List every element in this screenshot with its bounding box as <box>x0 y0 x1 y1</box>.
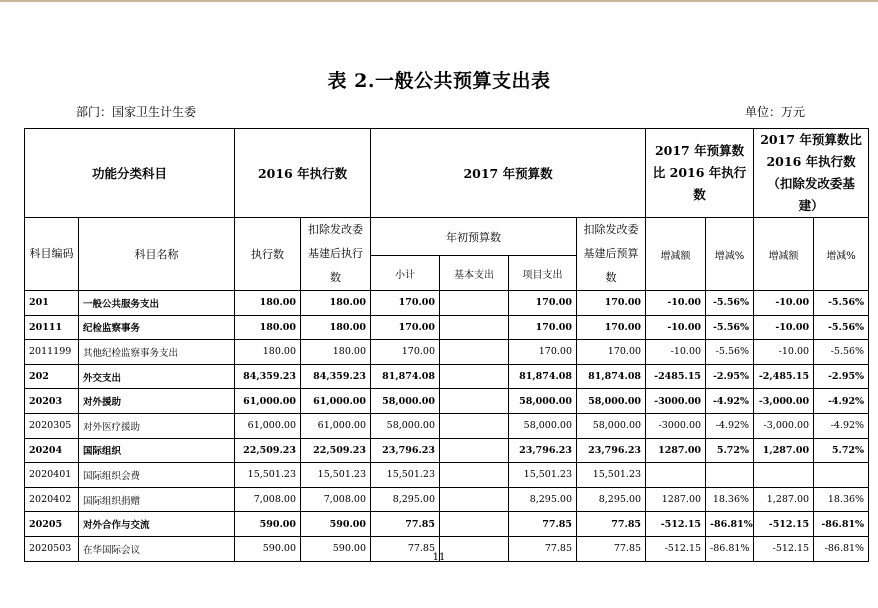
cell-code: 2020503 <box>25 536 79 561</box>
cell-increase-pct: -86.81% <box>706 536 754 561</box>
cell-increase-pct: -4.92% <box>706 389 754 414</box>
cell-increase-pct: -5.56% <box>706 315 754 340</box>
header-compare-adjusted: 2017 年预算数比 2016 年执行数（扣除发改委基建） <box>754 129 869 218</box>
cell-exec: 180.00 <box>235 340 301 365</box>
cell-exec: 180.00 <box>235 291 301 316</box>
cell-increase-2: -512.15 <box>754 512 814 537</box>
cell-exec-adjusted: 590.00 <box>301 536 371 561</box>
cell-subtotal: 23,796.23 <box>371 438 440 463</box>
table-row <box>25 291 869 316</box>
cell-code: 20111 <box>25 315 79 340</box>
header-initial-budget: 年初预算数 <box>371 218 577 256</box>
header-exec: 执行数 <box>235 218 301 291</box>
cell-exec: 84,359.23 <box>235 364 301 389</box>
cell-increase: -10.00 <box>646 291 706 316</box>
cell-code: 20205 <box>25 512 79 537</box>
header-increase: 增减额 <box>646 218 706 291</box>
cell-project: 58,000.00 <box>509 389 577 414</box>
cell-increase-2: 1,287.00 <box>754 438 814 463</box>
cell-exec-adjusted: 180.00 <box>301 291 371 316</box>
cell-project: 23,796.23 <box>509 438 577 463</box>
cell-budget-adjusted: 170.00 <box>577 340 646 365</box>
cell-budget-adjusted: 8,295.00 <box>577 487 646 512</box>
cell-increase-2: -2,485.15 <box>754 364 814 389</box>
cell-increase: -3000.00 <box>646 413 706 438</box>
header-increase-pct-2: 增减% <box>814 218 869 291</box>
cell-name: 外交支出 <box>79 364 235 389</box>
cell-basic <box>440 487 509 512</box>
unit-label: 单位：万元 <box>745 105 806 119</box>
cell-increase-2: -10.00 <box>754 340 814 365</box>
cell-project: 8,295.00 <box>509 487 577 512</box>
cell-budget-adjusted: 81,874.08 <box>577 364 646 389</box>
cell-exec: 590.00 <box>235 512 301 537</box>
cell-increase-pct: 5.72% <box>706 438 754 463</box>
top-rule <box>0 0 878 2</box>
header-subtotal: 小计 <box>371 256 440 291</box>
cell-increase: -512.15 <box>646 536 706 561</box>
cell-increase-pct: -86.81% <box>706 512 754 537</box>
cell-project: 170.00 <box>509 315 577 340</box>
cell-code: 2020401 <box>25 463 79 488</box>
table-row <box>25 512 869 537</box>
cell-budget-adjusted: 15,501.23 <box>577 463 646 488</box>
cell-increase-pct-2: -4.92% <box>814 413 869 438</box>
department-label: 部门：国家卫生计生委 <box>76 105 197 119</box>
cell-increase: 1287.00 <box>646 487 706 512</box>
cell-exec: 15,501.23 <box>235 463 301 488</box>
header-exec-adjusted: 扣除发改委基建后执行数 <box>301 218 371 291</box>
cell-exec: 7,008.00 <box>235 487 301 512</box>
cell-exec-adjusted: 15,501.23 <box>301 463 371 488</box>
header-name: 科目名称 <box>79 218 235 291</box>
cell-name: 对外援助 <box>79 389 235 414</box>
cell-exec-adjusted: 22,509.23 <box>301 438 371 463</box>
cell-code: 202 <box>25 364 79 389</box>
cell-increase-2 <box>754 463 814 488</box>
cell-name: 一般公共服务支出 <box>79 291 235 316</box>
cell-code: 20203 <box>25 389 79 414</box>
cell-increase-2: 1,287.00 <box>754 487 814 512</box>
cell-increase-2: -3,000.00 <box>754 413 814 438</box>
table-row <box>25 487 869 512</box>
cell-project: 170.00 <box>509 340 577 365</box>
cell-increase-pct: -5.56% <box>706 340 754 365</box>
header-increase-2: 增减额 <box>754 218 814 291</box>
cell-increase: 1287.00 <box>646 438 706 463</box>
cell-subtotal: 77.85 <box>371 512 440 537</box>
cell-subtotal: 170.00 <box>371 340 440 365</box>
cell-increase-pct-2: -2.95% <box>814 364 869 389</box>
cell-exec-adjusted: 84,359.23 <box>301 364 371 389</box>
header-budget-adjusted: 扣除发改委基建后预算数 <box>577 218 646 291</box>
page-number: 11 <box>432 552 446 563</box>
cell-subtotal: 77.85 <box>371 536 440 561</box>
cell-basic <box>440 364 509 389</box>
cell-basic <box>440 438 509 463</box>
cell-increase-2: -10.00 <box>754 315 814 340</box>
cell-increase-pct-2: -5.56% <box>814 315 869 340</box>
cell-increase-pct-2: -4.92% <box>814 389 869 414</box>
expenditure-table <box>24 128 869 562</box>
cell-exec: 61,000.00 <box>235 413 301 438</box>
cell-basic <box>440 291 509 316</box>
header-increase-pct: 增减% <box>706 218 754 291</box>
cell-budget-adjusted: 170.00 <box>577 315 646 340</box>
cell-basic <box>440 413 509 438</box>
cell-code: 20204 <box>25 438 79 463</box>
cell-project: 77.85 <box>509 512 577 537</box>
cell-increase-2: -512.15 <box>754 536 814 561</box>
cell-exec-adjusted: 180.00 <box>301 315 371 340</box>
cell-increase-pct-2: -86.81% <box>814 536 869 561</box>
cell-project: 170.00 <box>509 291 577 316</box>
cell-basic <box>440 315 509 340</box>
cell-increase <box>646 463 706 488</box>
cell-budget-adjusted: 170.00 <box>577 291 646 316</box>
cell-name: 对外医疗援助 <box>79 413 235 438</box>
cell-subtotal: 58,000.00 <box>371 413 440 438</box>
cell-increase-pct-2: -5.56% <box>814 340 869 365</box>
cell-subtotal: 170.00 <box>371 315 440 340</box>
cell-exec: 590.00 <box>235 536 301 561</box>
cell-increase-pct <box>706 463 754 488</box>
cell-subtotal: 58,000.00 <box>371 389 440 414</box>
header-budget-2017: 2017 年预算数 <box>371 129 646 218</box>
table-row <box>25 315 869 340</box>
cell-basic <box>440 463 509 488</box>
cell-basic <box>440 389 509 414</box>
cell-increase-pct-2: -5.56% <box>814 291 869 316</box>
cell-exec-adjusted: 61,000.00 <box>301 389 371 414</box>
cell-exec: 180.00 <box>235 315 301 340</box>
header-code: 科目编码 <box>25 218 79 291</box>
cell-increase-2: -10.00 <box>754 291 814 316</box>
cell-budget-adjusted: 58,000.00 <box>577 413 646 438</box>
cell-code: 2020402 <box>25 487 79 512</box>
cell-subtotal: 81,874.08 <box>371 364 440 389</box>
header-func-category: 功能分类科目 <box>25 129 235 218</box>
cell-project: 58,000.00 <box>509 413 577 438</box>
cell-project: 15,501.23 <box>509 463 577 488</box>
cell-name: 在华国际会议 <box>79 536 235 561</box>
cell-code: 2011199 <box>25 340 79 365</box>
cell-increase: -10.00 <box>646 315 706 340</box>
cell-name: 其他纪检监察事务支出 <box>79 340 235 365</box>
header-project: 项目支出 <box>509 256 577 291</box>
cell-code: 201 <box>25 291 79 316</box>
cell-name: 对外合作与交流 <box>79 512 235 537</box>
cell-subtotal: 170.00 <box>371 291 440 316</box>
cell-budget-adjusted: 77.85 <box>577 512 646 537</box>
cell-basic <box>440 512 509 537</box>
cell-increase-2: -3,000.00 <box>754 389 814 414</box>
cell-name: 纪检监察事务 <box>79 315 235 340</box>
cell-increase: -512.15 <box>646 512 706 537</box>
page-title: 表 2.一般公共预算支出表 <box>327 70 551 92</box>
cell-budget-adjusted: 77.85 <box>577 536 646 561</box>
cell-project: 81,874.08 <box>509 364 577 389</box>
table-row <box>25 463 869 488</box>
cell-increase: -10.00 <box>646 340 706 365</box>
cell-subtotal: 15,501.23 <box>371 463 440 488</box>
table-row <box>25 389 869 414</box>
cell-exec: 22,509.23 <box>235 438 301 463</box>
cell-increase-pct: -2.95% <box>706 364 754 389</box>
header-compare-exec: 2017 年预算数比 2016 年执行数 <box>646 129 754 218</box>
table-row <box>25 340 869 365</box>
cell-increase-pct: -4.92% <box>706 413 754 438</box>
cell-exec-adjusted: 180.00 <box>301 340 371 365</box>
cell-increase-pct-2 <box>814 463 869 488</box>
cell-increase-pct-2: 5.72% <box>814 438 869 463</box>
table-row <box>25 364 869 389</box>
header-exec-2016: 2016 年执行数 <box>235 129 371 218</box>
cell-exec-adjusted: 7,008.00 <box>301 487 371 512</box>
cell-budget-adjusted: 58,000.00 <box>577 389 646 414</box>
cell-name: 国际组织捐赠 <box>79 487 235 512</box>
cell-increase-pct-2: -86.81% <box>814 512 869 537</box>
cell-increase-pct: 18.36% <box>706 487 754 512</box>
cell-project: 77.85 <box>509 536 577 561</box>
header-basic: 基本支出 <box>440 256 509 291</box>
cell-exec-adjusted: 61,000.00 <box>301 413 371 438</box>
cell-exec-adjusted: 590.00 <box>301 512 371 537</box>
cell-subtotal: 8,295.00 <box>371 487 440 512</box>
cell-increase-pct-2: 18.36% <box>814 487 869 512</box>
cell-increase-pct: -5.56% <box>706 291 754 316</box>
cell-increase: -3000.00 <box>646 389 706 414</box>
cell-code: 2020305 <box>25 413 79 438</box>
cell-name: 国际组织会费 <box>79 463 235 488</box>
table-row <box>25 438 869 463</box>
cell-increase: -2485.15 <box>646 364 706 389</box>
cell-basic <box>440 340 509 365</box>
cell-budget-adjusted: 23,796.23 <box>577 438 646 463</box>
cell-name: 国际组织 <box>79 438 235 463</box>
table-row <box>25 413 869 438</box>
cell-exec: 61,000.00 <box>235 389 301 414</box>
